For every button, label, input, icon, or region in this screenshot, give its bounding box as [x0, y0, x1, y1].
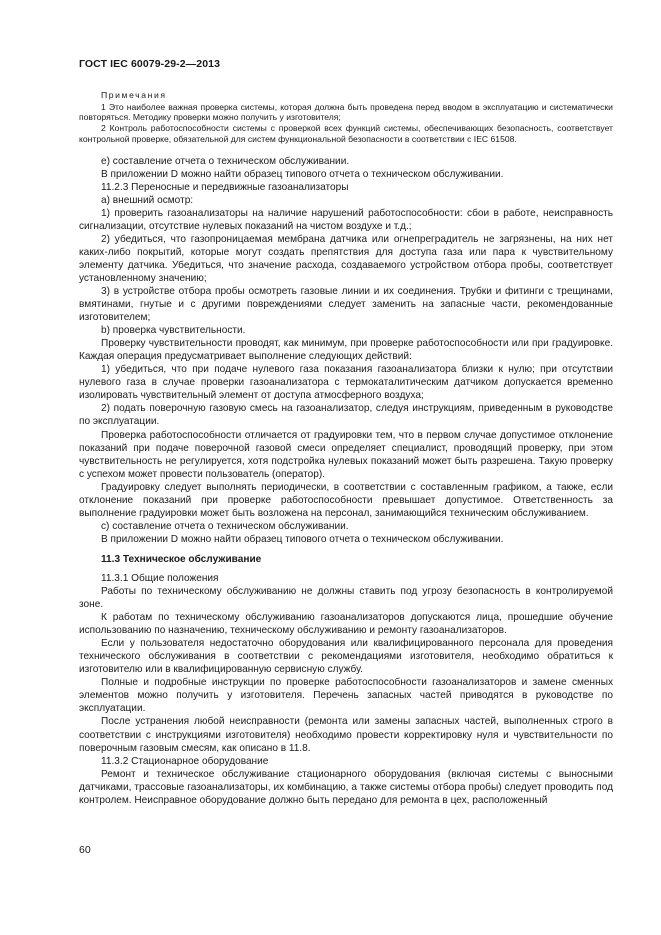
paragraph: После устранения любой неисправности (ремонта или замены запасных частей, выполненных строго в соответствии с инструкциями изготовителя) необходимо провести корректировку нуля и чувствительности по поверочным газовым смесям, как описано в 11.8.: [79, 716, 613, 754]
paragraph: b) проверка чувствительности.: [101, 325, 246, 337]
paragraph: а) внешний осмотр:: [101, 194, 194, 206]
paragraph: Проверка работоспособности отличается от градуировки тем, что в первом случае допустимое отклонение показаний при подаче поверочной газовой смеси определяет специалист, проводящий проверку, при этом чувствительность не регулируется, хотя подстройка нулевых показаний может быть разрешена. Такую проверку с успехом может провести пользователь (оператор).: [79, 429, 613, 480]
paragraph: Если у пользователя недостаточно оборудования или квалифицированного персонала для проведения технического обслуживания в соответствии с рекомендациями изготовителя, необходимо обратиться к изготовителю или в квалифицированную сервисную службу.: [79, 638, 613, 676]
paragraph: c) составление отчета о техническом обслуживании.: [101, 520, 349, 532]
document-header: ГОСТ IEC 60079-29-2—2013: [79, 58, 221, 70]
paragraph: 2) убедиться, что газопроницаемая мембрана датчика или огнепреградитель не загрязнены, на них нет каких-либо покрытий, которые могут создать препятствия для доступа газа или пара к чувствительному элементу датчика. Убедиться, что значение расхода, создаваемого устройством отбора пробы, соответствует установленному значению;: [79, 233, 613, 284]
subsection-heading: 11.3.2 Стационарное оборудование: [101, 755, 269, 767]
notes-label: Примечания: [101, 90, 167, 100]
paragraph: 3) в устройстве отбора пробы осмотреть газовые линии и их соединения. Трубки и фитинги с трещинами, вмятинами, гнутые и с другими повреждениями следует заменить на запасные части, рекомендованные изготовителем;: [79, 285, 613, 324]
paragraph: 2) подать поверочную газовую смесь на газоанализатор, следуя инструкциям, приведенным в руководстве по эксплуатации.: [79, 403, 613, 428]
paragraph: Работы по техническому обслуживанию не должны ставить под угрозу безопасность в контролируемой зоне.: [79, 586, 613, 611]
paragraph: Ремонт и техническое обслуживание стационарного оборудования (включая системы с выносными датчиками, трассовые газоанализаторы, их комбинацию, а также системы отбора пробы) следует проводить под контролем. Неисправное оборудование должно быть передано для ремонта в цех, расположенный: [79, 768, 613, 806]
document-page: [79, 58, 613, 807]
section-heading: 11.3 Техническое обслуживание: [101, 553, 262, 565]
paragraph: К работам по техническому обслуживанию газоанализаторов допускаются лица, прошедшие обучение использованию по назначению, техническому обслуживанию и ремонту газоанализаторов.: [79, 612, 613, 637]
paragraph: Полные и подробные инструкции по проверке работоспособности газоанализаторов и замене сменных элементов можно получить у изготовителя. Перечень запасных частей приводятся в руководстве по эксплуатации.: [79, 677, 613, 715]
paragraph: 1) проверить газоанализаторы на наличие нарушений работоспособности: сбои в работе, неисправность сигнализации, отсутствие нулевых показаний на чистом воздухе и т.д.;: [79, 207, 613, 232]
paragraph: Градуировку следует выполнять периодически, в соответствии с составленным графиком, а также, если отклонение показаний при проверке работоспособности превышает допустимое. Ответственность за выполнение градуировки может быть возложена на персонал, занимающийся техническим обслуживанием.: [79, 481, 613, 519]
subsection-heading: 11.2.3 Переносные и передвижные газоанализаторы: [101, 181, 349, 193]
body-text: [79, 155, 613, 807]
paragraph: В приложении D можно найти образец типового отчета о техническом обслуживании.: [101, 533, 504, 545]
subsection-heading: 11.3.1 Общие положения: [101, 572, 219, 584]
note-item: 1 Это наиболее важная проверка системы, которая должна быть проведена перед вводом в эксплуатацию и систематически повторяться. Методику проверки можно получить у изготовителя;: [79, 101, 613, 123]
page-number: 60: [79, 844, 91, 856]
notes-block: [79, 90, 613, 145]
paragraph: Проверку чувствительности проводят, как минимум, при проверке работоспособности или при градуировке. Каждая операция предусматривает выполнение следующих действий:: [79, 338, 613, 363]
paragraph: 1) убедиться, что при подаче нулевого газа показания газоанализатора близки к нулю; при отсутствии нулевого газа в случае проверки газоанализатора с термокаталитическим датчиком допускается временно изолировать чувствительный элемент от доступа атмосферного воздуха;: [79, 364, 613, 402]
note-item: 2 Контроль работоспособности системы с проверкой всех функций системы, обеспечивающих безопасность, соответствует контрольной проверке, обязательной для систем функциональной безопасности в соответствии с IEC 61508.: [79, 123, 613, 144]
paragraph: В приложении D можно найти образец типового отчета о техническом обслуживании.: [101, 168, 504, 180]
paragraph: e) составление отчета о техническом обслуживании.: [101, 155, 350, 167]
